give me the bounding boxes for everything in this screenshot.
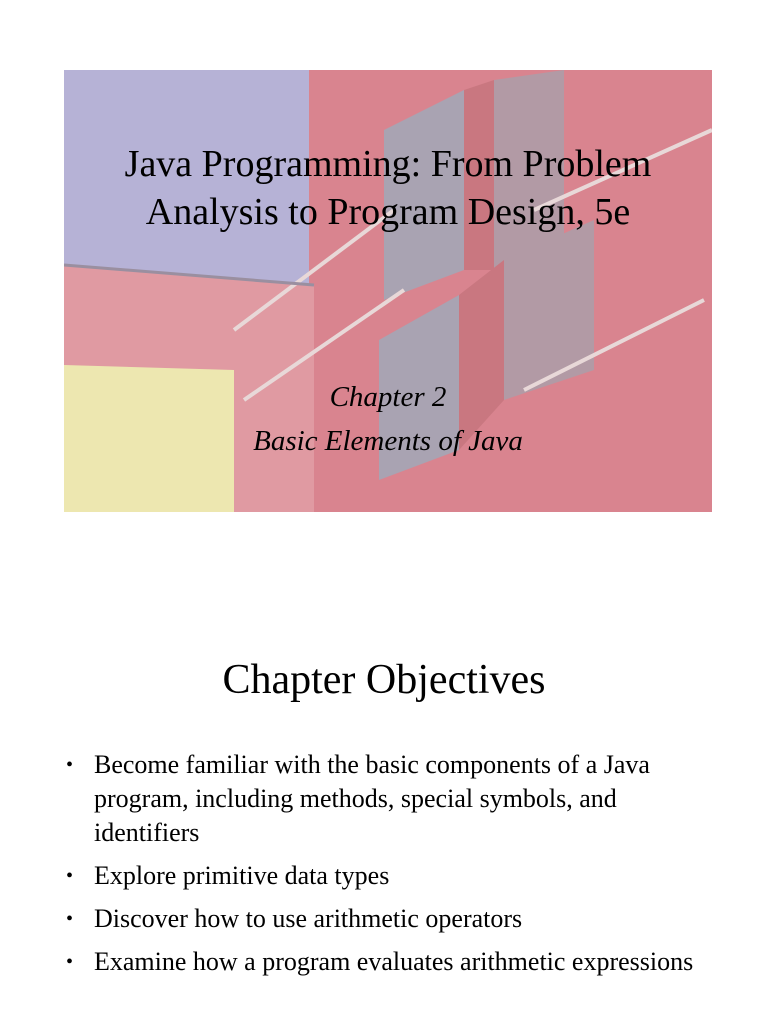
bullet-icon: • (66, 951, 74, 973)
objectives-list (64, 748, 704, 988)
objective-text: Become familiar with the basic components of a Java program, including methods, special symbols, and identifiers (94, 750, 650, 847)
chapter-name: Basic Elements of Java (253, 425, 523, 457)
objective-item (64, 859, 704, 893)
slide-title-line-2: Analysis to Program Design, 5e (145, 191, 631, 233)
objectives-heading: Chapter Objectives (222, 657, 546, 703)
objective-item (64, 945, 704, 979)
chapter-number: Chapter 2 (329, 381, 447, 413)
slide-subtitle (64, 375, 712, 463)
objective-text: Examine how a program evaluates arithmetic expressions (94, 947, 694, 976)
bullet-icon: • (66, 754, 74, 776)
slide-title (64, 140, 712, 236)
objective-text: Discover how to use arithmetic operators (94, 904, 523, 933)
bullet-icon: • (66, 908, 74, 930)
objective-item (64, 748, 704, 850)
slide-title-line-1: Java Programming: From Problem (124, 143, 652, 185)
bullet-icon: • (66, 865, 74, 887)
title-slide (64, 70, 712, 512)
objective-text: Explore primitive data types (94, 861, 390, 890)
objective-item (64, 902, 704, 936)
